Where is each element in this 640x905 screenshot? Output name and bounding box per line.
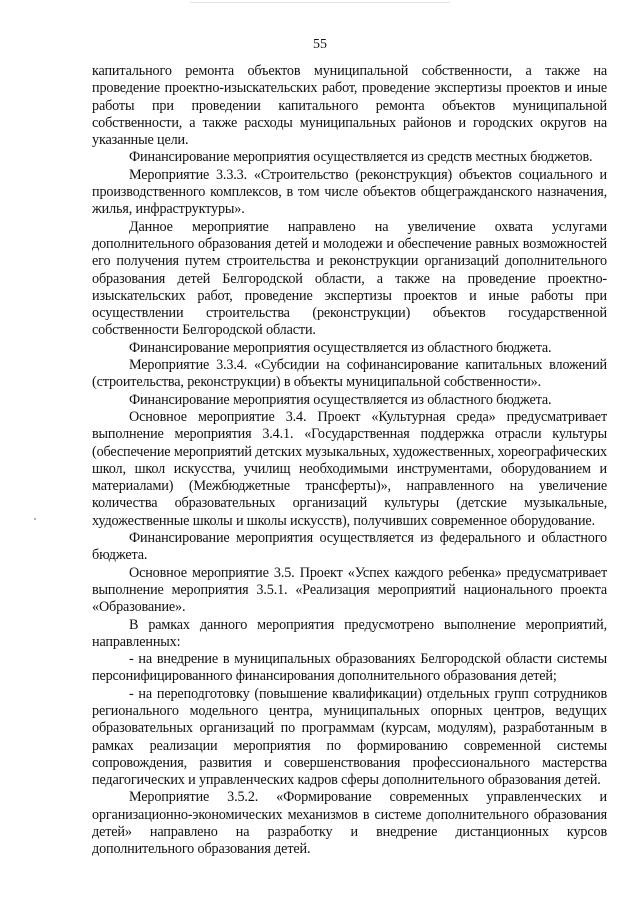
list-item-personified-funding: - на внедрение в муниципальных образованиях Белгородской области системы персонифицированного финансирования дополнительного образования детей;	[92, 651, 607, 685]
paragraph-within-measure: В рамках данного мероприятия предусмотрено выполнение мероприятий, направленных:	[92, 616, 607, 650]
paragraph-measure-3-3-3: Мероприятие 3.3.3. «Строительство (реконструкция) объектов социального и производственного комплексов, в том числе объектов общегражданского назначения, жилья, инфраструктуры».	[92, 166, 607, 218]
paragraph-funding-local: Финансирование мероприятия осуществляется из средств местных бюджетов.	[129, 149, 593, 166]
paragraph-capital-repair: капитального ремонта объектов муниципальной собственности, а также на проведение проектно-изыскательских работ, проведение экспертизы проектов и иные работы при проведении капитального ремонта объектов муниципальной собственности, а также расходы муниципальных районов и городских округов на указанные цели.	[92, 63, 607, 149]
paragraph-measure-3-3-4: Мероприятие 3.3.4. «Субсидии на софинансирование капитальных вложений (строительства, реконструкции) в объекты муниципальной собственности».	[92, 357, 607, 391]
paragraph-funding-regional-2: Финансирование мероприятия осуществляется из областного бюджета.	[129, 391, 552, 408]
paragraph-measure-3-5: Основное мероприятие 3.5. Проект «Успех каждого ребенка» предусматривает выполнение мероприятия 3.5.1. «Реализация мероприятий национального проекта «Образование».	[92, 564, 607, 616]
scan-artifact-dot	[34, 518, 36, 520]
paragraph-measure-3-4: Основное мероприятие 3.4. Проект «Культурная среда» предусматривает выполнение мероприятия 3.4.1. «Государственная поддержка отрасли культуры (обеспечение мероприятий детских музыкальных, художественных, хореографических школ, школ искусства, училищ необходимыми инструментами, оборудованием и материалами) (Межбюджетные трансферты)», направленного на увеличение количества образовательных организаций культуры (детские музыкальные, художественные школы и школы искусств), получивших современное оборудование.	[92, 408, 607, 529]
page-number: 55	[313, 37, 327, 52]
paragraph-measure-description: Данное мероприятие направлено на увеличение охвата услугами дополнительного образования детей и молодежи и обеспечение равных возможностей его получения путем строительства и реконструкции организаций дополнительного образования детей Белгородской области, а также на проведение проектно-изыскательских работ, проведение экспертизы проектов и иные работы при осуществлении строительства (реконструкции) объектов государственной собственности Белгородской области.	[92, 218, 607, 339]
document-body	[92, 63, 607, 859]
scan-artifact-line	[190, 2, 450, 3]
paragraph-funding-regional: Финансирование мероприятия осуществляется из областного бюджета.	[129, 339, 552, 356]
list-item-retraining: - на переподготовку (повышение квалификации) отдельных групп сотрудников регионального модельного центра, муниципальных опорных центров, ведущих образовательных организаций по программам (курсам, модулям), разработанным в рамках реализации мероприятия по формированию современной системы сопровождения, развития и совершенствования профессионального мастерства педагогических и управленческих кадров сферы дополнительного образования детей.	[92, 685, 607, 789]
paragraph-funding-federal: Финансирование мероприятия осуществляется из федерального и областного бюджета.	[92, 530, 607, 564]
paragraph-measure-3-5-2: Мероприятие 3.5.2. «Формирование современных управленческих и организационно-экономических механизмов в системе дополнительного образования детей» направлено на разработку и внедрение дистанционных курсов дополнительного образования детей.	[92, 789, 607, 858]
